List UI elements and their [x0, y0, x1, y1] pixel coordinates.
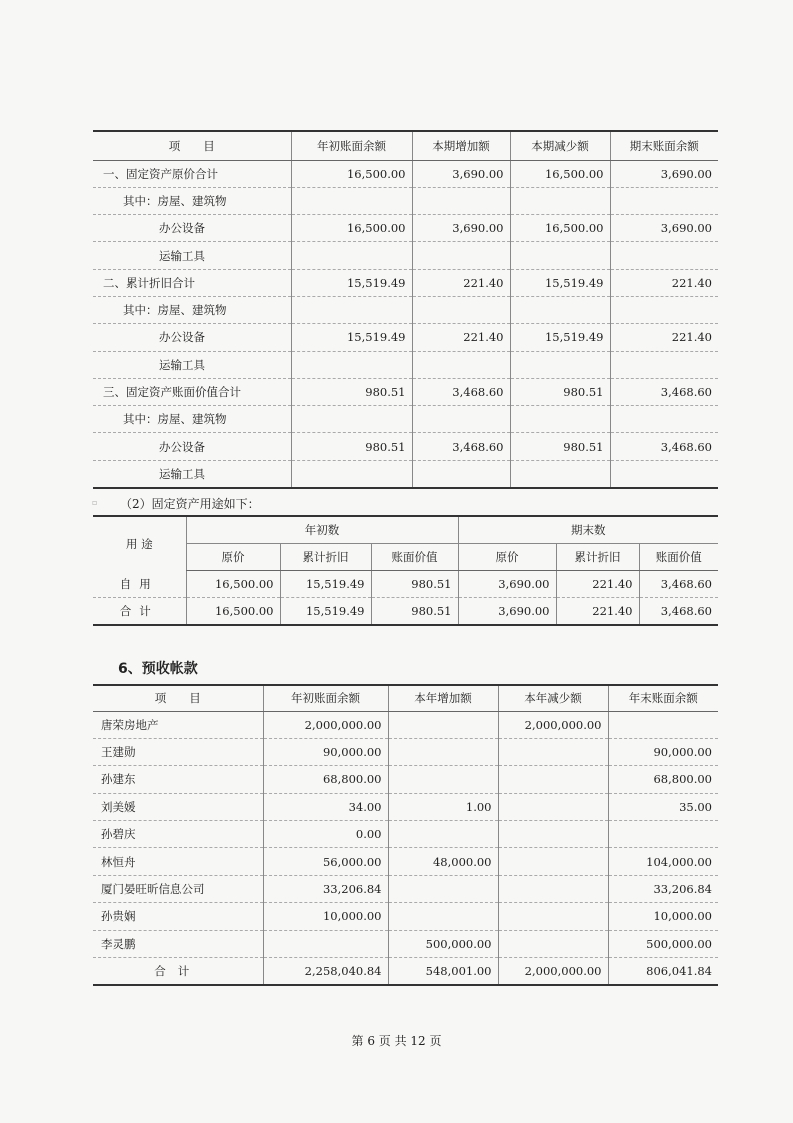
- amount-cell: 68,800.00: [608, 766, 718, 793]
- table-row: [93, 378, 718, 405]
- col-header-item: 项 目: [93, 131, 291, 160]
- sub-header: 累计折旧: [556, 544, 639, 571]
- amount-cell: 3,690.00: [610, 160, 718, 187]
- table-row: [93, 848, 718, 875]
- row-label: 运输工具: [93, 460, 291, 487]
- row-label: 孙建东: [93, 766, 263, 793]
- amount-cell: [412, 296, 510, 323]
- sub-header: 账面价值: [371, 544, 458, 571]
- table-row: [93, 215, 718, 242]
- amount-cell: [498, 793, 608, 820]
- amount-cell: [291, 460, 412, 487]
- table-row: [93, 571, 718, 598]
- row-label: 其中：房屋、建筑物: [93, 187, 291, 214]
- amount-cell: 104,000.00: [608, 848, 718, 875]
- amount-cell: [412, 406, 510, 433]
- amount-cell: 3,690.00: [610, 215, 718, 242]
- amount-cell: [412, 351, 510, 378]
- amount-cell: [291, 351, 412, 378]
- total-amount-cell: 2,000,000.00: [498, 958, 608, 985]
- amount-cell: 15,519.49: [291, 269, 412, 296]
- col-header-closing: 期末账面余额: [610, 131, 718, 160]
- amount-cell: [610, 296, 718, 323]
- amount-cell: 35.00: [608, 793, 718, 820]
- amount-cell: 2,000,000.00: [263, 711, 388, 738]
- amount-cell: 90,000.00: [608, 738, 718, 765]
- table-header-row: [93, 131, 718, 160]
- amount-cell: [412, 242, 510, 269]
- amount-cell: [510, 460, 610, 487]
- amount-cell: [498, 821, 608, 848]
- amount-cell: 33,206.84: [608, 875, 718, 902]
- amount-cell: 10,000.00: [263, 903, 388, 930]
- col-header-decrease: 本年减少额: [498, 685, 608, 711]
- amount-cell: [608, 711, 718, 738]
- total-row: [93, 958, 718, 985]
- amount-cell: [610, 406, 718, 433]
- amount-cell: 16,500.00: [186, 571, 280, 598]
- amount-cell: [510, 406, 610, 433]
- amount-cell: [610, 351, 718, 378]
- table-row: [93, 242, 718, 269]
- total-amount-cell: 2,258,040.84: [263, 958, 388, 985]
- amount-cell: 33,206.84: [263, 875, 388, 902]
- row-label: 厦门晏旺昕信息公司: [93, 875, 263, 902]
- table-row: [93, 875, 718, 902]
- amount-cell: [510, 242, 610, 269]
- row-label: 自用: [93, 571, 186, 598]
- row-label: 林恒舟: [93, 848, 263, 875]
- sub-header: 累计折旧: [280, 544, 371, 571]
- row-label: 李灵鹏: [93, 930, 263, 957]
- amount-cell: [510, 351, 610, 378]
- amount-cell: 68,800.00: [263, 766, 388, 793]
- amount-cell: 980.51: [291, 433, 412, 460]
- amount-cell: [388, 903, 498, 930]
- amount-cell: [498, 766, 608, 793]
- amount-cell: 2,000,000.00: [498, 711, 608, 738]
- fixed-asset-usage-table: [93, 515, 718, 626]
- table-row: [93, 269, 718, 296]
- total-amount-cell: 806,041.84: [608, 958, 718, 985]
- row-label: 唐荣房地产: [93, 711, 263, 738]
- amount-cell: 980.51: [371, 598, 458, 625]
- amount-cell: [291, 242, 412, 269]
- amount-cell: [498, 738, 608, 765]
- row-label: 王建勋: [93, 738, 263, 765]
- table-row: [93, 187, 718, 214]
- fixed-asset-table: [93, 130, 718, 489]
- usage-row-header: 用 途: [93, 516, 186, 571]
- amount-cell: 221.40: [610, 269, 718, 296]
- table-header-row: [93, 685, 718, 711]
- amount-cell: 221.40: [412, 324, 510, 351]
- row-label: 其中：房屋、建筑物: [93, 296, 291, 323]
- table-row: [93, 711, 718, 738]
- amount-cell: 980.51: [371, 571, 458, 598]
- amount-cell: [263, 930, 388, 957]
- amount-cell: [498, 903, 608, 930]
- amount-cell: [610, 460, 718, 487]
- table-row: [93, 460, 718, 487]
- amount-cell: 0.00: [263, 821, 388, 848]
- table-row: [93, 433, 718, 460]
- row-label: 合计: [93, 598, 186, 625]
- row-label: 运输工具: [93, 242, 291, 269]
- amount-cell: 980.51: [510, 378, 610, 405]
- row-label: 孙贵娴: [93, 903, 263, 930]
- amount-cell: 15,519.49: [280, 598, 371, 625]
- amount-cell: 221.40: [412, 269, 510, 296]
- row-label: 其中：房屋、建筑物: [93, 406, 291, 433]
- amount-cell: 3,690.00: [458, 598, 556, 625]
- row-label: 三、固定资产账面价值合计: [93, 378, 291, 405]
- amount-cell: [610, 187, 718, 214]
- amount-cell: 3,468.60: [610, 433, 718, 460]
- amount-cell: 500,000.00: [388, 930, 498, 957]
- page-footer: 第 6 页 共 12 页: [351, 1034, 442, 1048]
- amount-cell: 3,690.00: [458, 571, 556, 598]
- amount-cell: [291, 187, 412, 214]
- group-header-end: 期末数: [458, 516, 718, 544]
- table-row: [93, 821, 718, 848]
- col-header-decrease: 本期减少额: [510, 131, 610, 160]
- amount-cell: 3,690.00: [412, 160, 510, 187]
- amount-cell: [291, 406, 412, 433]
- table-row: [93, 766, 718, 793]
- usage-caption: （2）固定资产用途如下：: [120, 497, 260, 511]
- amount-cell: 16,500.00: [510, 160, 610, 187]
- amount-cell: 221.40: [556, 571, 639, 598]
- amount-cell: 3,468.60: [412, 433, 510, 460]
- amount-cell: [498, 875, 608, 902]
- amount-cell: 3,690.00: [412, 215, 510, 242]
- amount-cell: 3,468.60: [610, 378, 718, 405]
- group-header-start: 年初数: [186, 516, 458, 544]
- amount-cell: 34.00: [263, 793, 388, 820]
- advance-receipts-table: [93, 684, 718, 986]
- amount-cell: 1.00: [388, 793, 498, 820]
- amount-cell: [291, 296, 412, 323]
- table-row: [93, 296, 718, 323]
- amount-cell: [498, 930, 608, 957]
- amount-cell: 980.51: [291, 378, 412, 405]
- amount-cell: 56,000.00: [263, 848, 388, 875]
- amount-cell: 16,500.00: [291, 215, 412, 242]
- table-row: [93, 324, 718, 351]
- col-header-increase: 本年增加额: [388, 685, 498, 711]
- table-row: [93, 738, 718, 765]
- col-header-increase: 本期增加额: [412, 131, 510, 160]
- table-row: [93, 793, 718, 820]
- section-6-title: 6、预收帐款: [118, 661, 198, 677]
- amount-cell: 15,519.49: [510, 269, 610, 296]
- col-header-item: 项 目: [93, 685, 263, 711]
- row-label: 办公设备: [93, 433, 291, 460]
- row-label: 一、固定资产原价合计: [93, 160, 291, 187]
- amount-cell: 221.40: [610, 324, 718, 351]
- amount-cell: [498, 848, 608, 875]
- amount-cell: 3,468.60: [639, 598, 718, 625]
- amount-cell: [388, 875, 498, 902]
- amount-cell: 10,000.00: [608, 903, 718, 930]
- amount-cell: 980.51: [510, 433, 610, 460]
- col-header-closing: 年末账面余额: [608, 685, 718, 711]
- amount-cell: [510, 187, 610, 214]
- amount-cell: 15,519.49: [510, 324, 610, 351]
- amount-cell: [412, 187, 510, 214]
- row-label: 办公设备: [93, 215, 291, 242]
- table-row: [93, 406, 718, 433]
- row-label: 运输工具: [93, 351, 291, 378]
- row-label: 二、累计折旧合计: [93, 269, 291, 296]
- amount-cell: 16,500.00: [186, 598, 280, 625]
- amount-cell: 90,000.00: [263, 738, 388, 765]
- amount-cell: [610, 242, 718, 269]
- amount-cell: 48,000.00: [388, 848, 498, 875]
- total-amount-cell: 548,001.00: [388, 958, 498, 985]
- table-row: [93, 930, 718, 957]
- amount-cell: [388, 711, 498, 738]
- amount-cell: 221.40: [556, 598, 639, 625]
- table-row: [93, 903, 718, 930]
- table-row: [93, 598, 718, 625]
- table-row: [93, 160, 718, 187]
- amount-cell: 16,500.00: [510, 215, 610, 242]
- amount-cell: 3,468.60: [412, 378, 510, 405]
- col-header-opening: 年初账面余额: [263, 685, 388, 711]
- amount-cell: [412, 460, 510, 487]
- sub-header: 原价: [186, 544, 280, 571]
- row-label: 孙碧庆: [93, 821, 263, 848]
- amount-cell: [388, 738, 498, 765]
- amount-cell: 15,519.49: [280, 571, 371, 598]
- amount-cell: [388, 821, 498, 848]
- amount-cell: 15,519.49: [291, 324, 412, 351]
- sub-header: 账面价值: [639, 544, 718, 571]
- scan-mark: ▫: [92, 498, 98, 507]
- amount-cell: 500,000.00: [608, 930, 718, 957]
- row-label: 刘美媛: [93, 793, 263, 820]
- amount-cell: [388, 766, 498, 793]
- sub-header: 原价: [458, 544, 556, 571]
- amount-cell: 16,500.00: [291, 160, 412, 187]
- amount-cell: 3,468.60: [639, 571, 718, 598]
- amount-cell: [510, 296, 610, 323]
- row-label: 办公设备: [93, 324, 291, 351]
- amount-cell: [608, 821, 718, 848]
- col-header-opening: 年初账面余额: [291, 131, 412, 160]
- total-label: 合计: [93, 958, 263, 985]
- table-row: [93, 351, 718, 378]
